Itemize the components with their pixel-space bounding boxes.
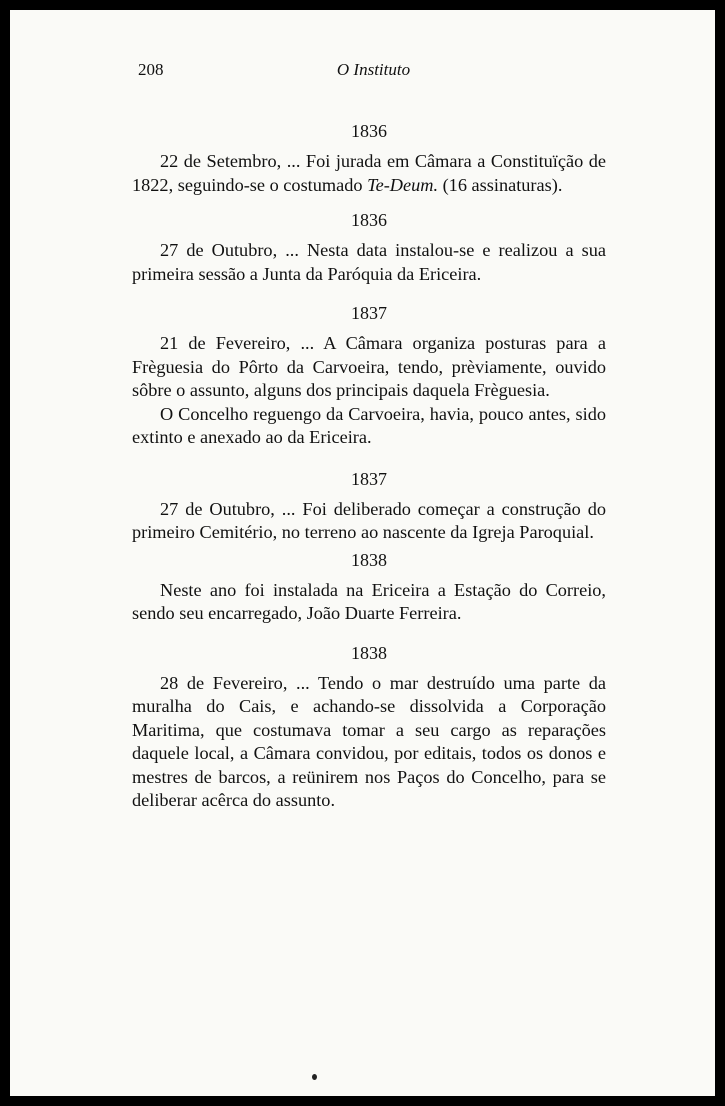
entry-year: 1837 <box>351 303 387 323</box>
page-header <box>10 60 715 84</box>
entry-year: 1838 <box>351 642 387 663</box>
page-body <box>132 120 606 813</box>
chronicle-entry <box>132 120 606 197</box>
chronicle-entry <box>132 642 606 813</box>
ink-dot-mark <box>312 1074 317 1080</box>
chronicle-entry <box>132 302 606 450</box>
entry-text: 21 de Fevereiro, ... A Câmara organiza posturas para a Frèguesia do Pôrto da Carvoeira, tendo, prèviamente, ouvido sôbre o assunto, alguns dos principais daquela Frèguesia. <box>132 333 606 400</box>
entry-text: 27 de Outubro, ... Nesta data instalou-se e realizou a sua primeira sessão a Junta da Paróquia da Ericeira. <box>132 240 606 284</box>
book-page <box>10 10 715 1096</box>
entry-text <box>132 150 606 197</box>
chronicle-entry <box>132 209 606 286</box>
entry-year: 1836 <box>351 121 387 141</box>
entry-text: O Concelho reguengo da Carvoeira, havia, pouco antes, sido extinto e anexado ao da Ericeira. <box>132 403 606 447</box>
entry-year: 1837 <box>351 468 387 489</box>
entry-text: Neste ano foi instalada na Ericeira a Estação do Correio, sendo seu encarregado, João Duarte Ferreira. <box>132 579 606 623</box>
entry-text-part: 22 de Setembro, ... Foi jurada em Câmara a Constituïção de 1822, seguindo-se o costumado <box>132 151 606 195</box>
entry-text: 27 de Outubro, ... Foi deliberado começar a construção do primeiro Cemitério, no terreno ao nascente da Igreja Paroquial. <box>132 498 606 542</box>
entry-text-italic: Te-Deum. <box>367 174 439 195</box>
entry-text: 28 de Fevereiro, ... Tendo o mar destruído uma parte da muralha do Cais, e achando-se dissolvida a Corporação Maritima, que costumava tomar a seu cargo as reparações daquele local, a Câmara convidou, por editais, todos os donos e mestres de barcos, a reünirem nos Paços do Concelho, para se deliberar acêrca do assunto. <box>132 672 606 810</box>
entry-text-part: (16 assinaturas). <box>438 174 563 195</box>
chronicle-entry <box>132 468 606 545</box>
running-title: O Instituto <box>336 60 411 79</box>
page-number: 208 <box>138 60 164 79</box>
entry-year: 1838 <box>351 549 387 570</box>
chronicle-entry <box>132 549 606 626</box>
entry-year: 1836 <box>351 210 387 230</box>
